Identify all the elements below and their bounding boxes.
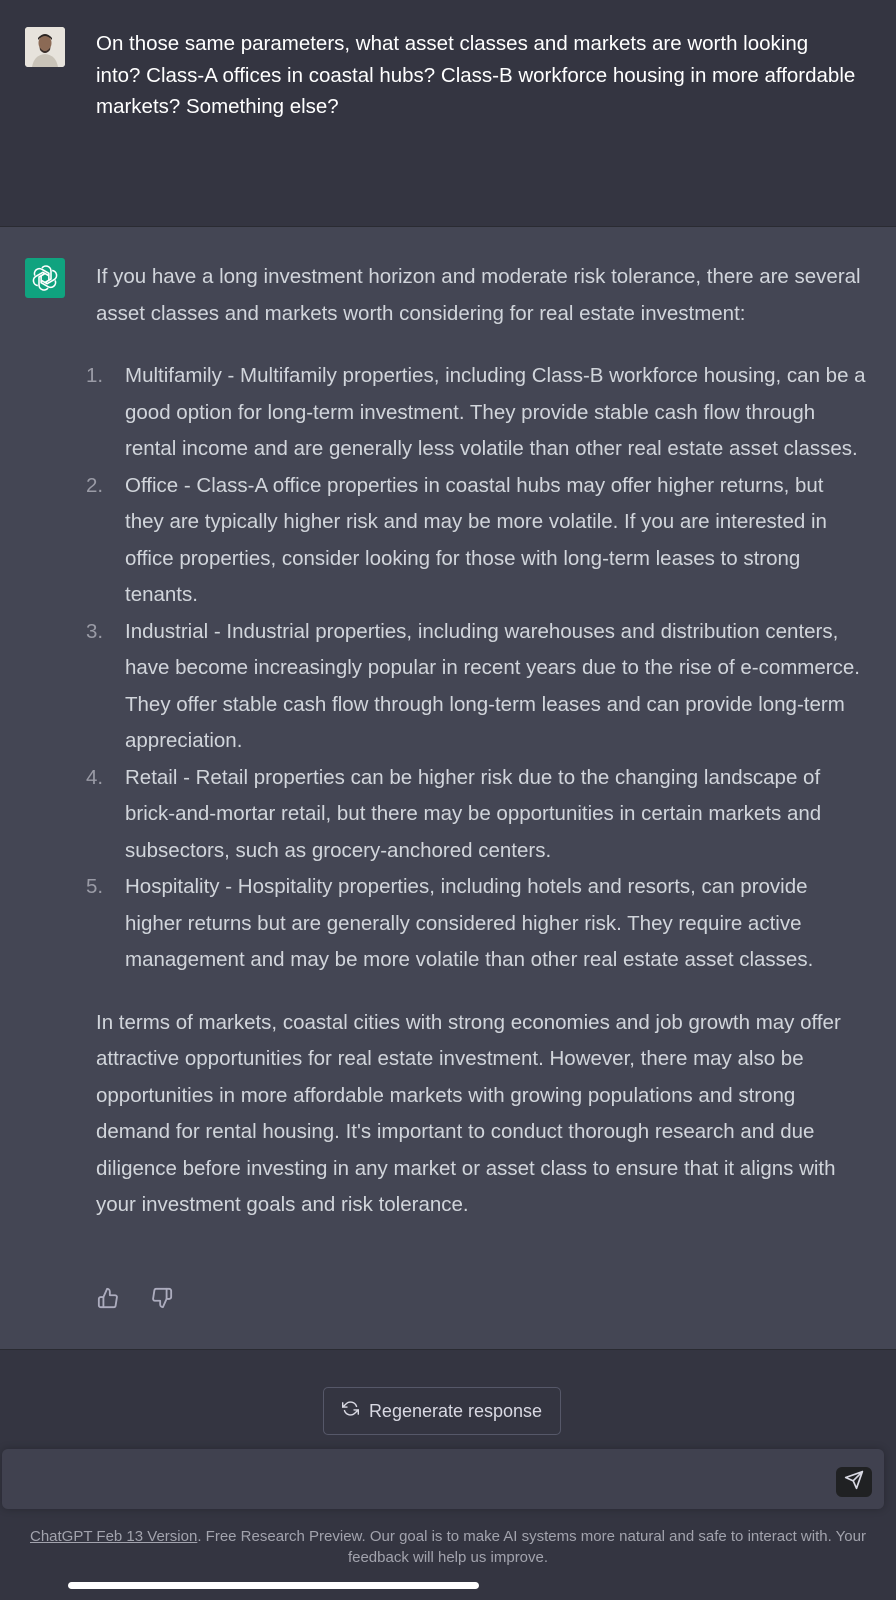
answer-intro: If you have a long investment horizon and moderate risk tolerance, there are several asset classes and markets worth considering for real estate investment: [96, 265, 861, 325]
send-button[interactable] [836, 1467, 872, 1497]
footer-text: . Free Research Preview. Our goal is to make AI systems more natural and safe to interact with. Your feedback will help us improve. [197, 1528, 866, 1566]
chatgpt-logo-icon [25, 258, 65, 298]
regenerate-label: Regenerate response [368, 1400, 543, 1421]
feedback-actions [96, 1286, 174, 1310]
message-input[interactable] [2, 1449, 884, 1509]
list-item-text: Retail - Retail properties can be higher risk due to the changing landscape of brick-and-mortar retail, but there may be opportunities in certain markets and subsectors, such as grocery-anchored centers. [125, 765, 822, 862]
thumbs-up-icon[interactable] [96, 1286, 120, 1310]
list-item-number: 1. [86, 364, 104, 387]
list-item-text: Industrial - Industrial properties, including warehouses and distribution centers, have become increasingly popular in recent years due to the rise of e-commerce. They offer stable cash flow through long-term leases and can provide long-term appreciation. [125, 619, 860, 752]
list-item [86, 869, 866, 979]
list-item-text: Office - Class-A office properties in coastal hubs may offer higher returns, but they are typically higher risk and may be more volatile. If you are interested in office properties, consider looking for those with long-term leases to strong tenants. [125, 473, 827, 606]
answer-conclusion: In terms of markets, coastal cities with strong economies and job growth may offer attractive opportunities for real estate investment. However, there may also be opportunities in more affordable markets with growing populations and strong demand for rental housing. It's important to conduct thorough research and due diligence before investing in any market or asset class to ensure that it aligns with your investment goals and risk tolerance. [96, 1010, 841, 1216]
version-link[interactable]: ChatGPT Feb 13 Version [30, 1528, 198, 1545]
user-message [0, 0, 896, 227]
refresh-icon [342, 1400, 359, 1422]
list-item [86, 760, 866, 870]
thumbs-down-icon[interactable] [150, 1286, 174, 1310]
send-icon [844, 1470, 864, 1495]
list-item-number: 2. [86, 473, 104, 497]
list-item-text: Multifamily - Multifamily properties, including Class-B workforce housing, can be a good option for long-term investment. They provide stable cash flow through rental income and are generally less volatile than other real estate asset classes. [125, 364, 866, 460]
list-item-number: 5. [86, 875, 104, 898]
regenerate-response-button[interactable] [323, 1387, 561, 1435]
list-item [86, 614, 866, 760]
list-item [86, 358, 866, 468]
list-item-text: Hospitality - Hospitality properties, including hotels and resorts, can provide higher returns but are generally considered higher risk. They require active management and may be more volatile than other real estate asset classes. [125, 875, 814, 971]
user-message-text: On those same parameters, what asset classes and markets are worth looking into? Class-A offices in coastal hubs? Class-B workforce housing in more affordable markets? Something else? [96, 32, 856, 118]
list-item-number: 3. [86, 619, 104, 643]
user-avatar [25, 27, 65, 67]
home-indicator[interactable] [68, 1582, 479, 1589]
asset-class-list [86, 358, 866, 979]
footer-disclaimer [20, 1526, 876, 1568]
list-item-number: 4. [86, 765, 104, 789]
assistant-answer [86, 259, 866, 1224]
list-item [86, 468, 866, 614]
